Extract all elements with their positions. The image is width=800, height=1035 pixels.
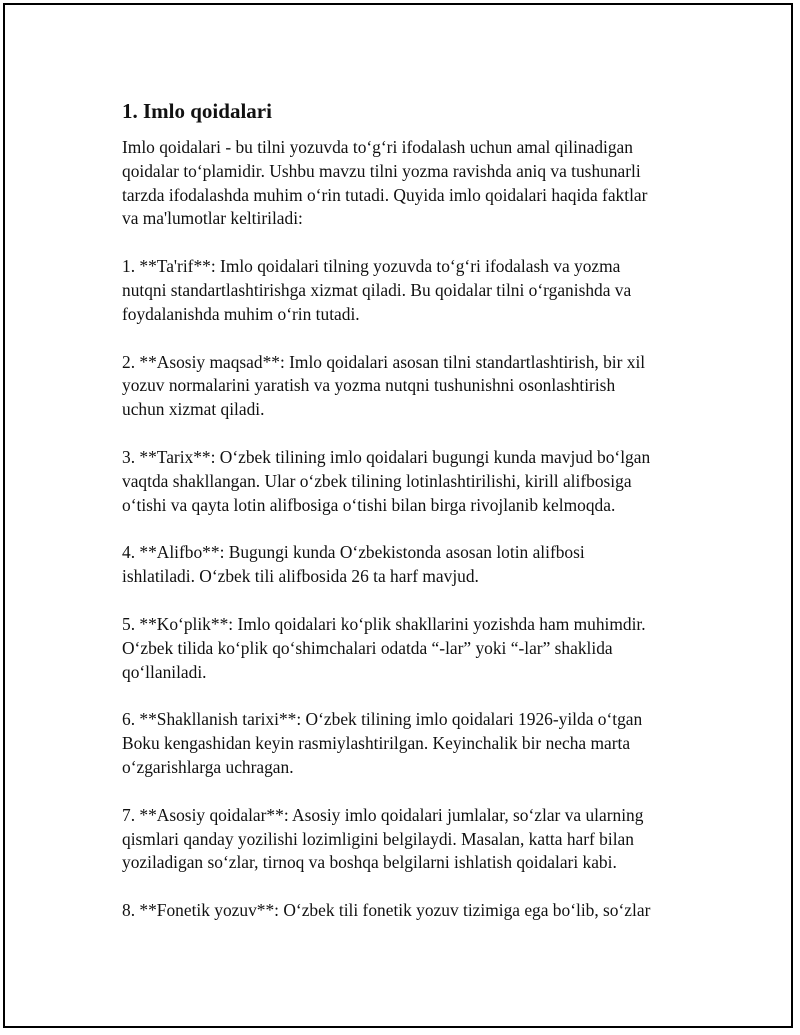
intro-paragraph: Imlo qoidalari - bu tilni yozuvda to‘g‘ri ifodalash uchun amal qilinadigan qoidalar to‘plamidir. Ushbu mavzu tilni yozma ravishda aniq va tushunarli tarzda ifodalashda muhim o‘rin tutadi. Quyida imlo qoidalari haqida faktlar va ma'lumotlar keltiriladi: [122,137,648,229]
paragraph-phonetic-writing: 8. **Fonetik yozuv**: O‘zbek tili fonetik yozuv tizimiga ega bo‘lib, so‘zlar [122,900,651,921]
document-body [122,98,702,947]
paragraph-history: 3. **Tarix**: O‘zbek tilining imlo qoidalari bugungi kunda mavjud bo‘lgan vaqtda shakllangan. Ular o‘zbek tilining lotinlashtirilishi, kirill alifbosiga o‘tishi va qayta lotin alifbosiga o‘tishi bilan birga rivojlanib kelmoqda. [122,446,651,515]
paragraph-main-rules: 7. **Asosiy qoidalar**: Asosiy imlo qoidalari jumlalar, so‘zlar va ularning qismlari qanday yozilishi lozimligini belgilaydi. Masalan, katta harf bilan yoziladigan so‘zlar, tirnoq va boshqa belgilarni ishlatish qoidalari kabi. [122,804,644,873]
document-title: 1. Imlo qoidalari [122,99,272,123]
paragraph-plural: 5. **Ko‘plik**: Imlo qoidalari ko‘plik shakllarini yozishda ham muhimdir. O‘zbek tilida ko‘plik qo‘shimchalari odatda “-lar” yoki “-lar” shaklida qo‘llaniladi. [122,613,646,682]
paragraph-formation-history: 6. **Shakllanish tarixi**: O‘zbek tilining imlo qoidalari 1926-yilda o‘tgan Boku kengashidan keyin rasmiylashtirilgan. Keyinchalik bir necha marta o‘zgarishlarga uchragan. [122,709,643,777]
paragraph-definition: 1. **Ta'rif**: Imlo qoidalari tilning yozuvda to‘g‘ri ifodalash va yozma nutqni standartlashtirishga xizmat qiladi. Bu qoidalar tilni o‘rganishda va foydalanishda muhim o‘rin tutadi. [122,256,632,324]
page-frame [3,3,793,1028]
paragraph-alphabet: 4. **Alifbo**: Bugungi kunda O‘zbekistonda asosan lotin alifbosi ishlatiladi. O‘zbek tili alifbosida 26 ta harf mavjud. [122,542,585,587]
paragraph-main-purpose: 2. **Asosiy maqsad**: Imlo qoidalari asosan tilni standartlashtirish, bir xil yozuv normalarini yaratish va yozma nutqni tushunishni osonlashtirish uchun xizmat qiladi. [122,351,646,420]
